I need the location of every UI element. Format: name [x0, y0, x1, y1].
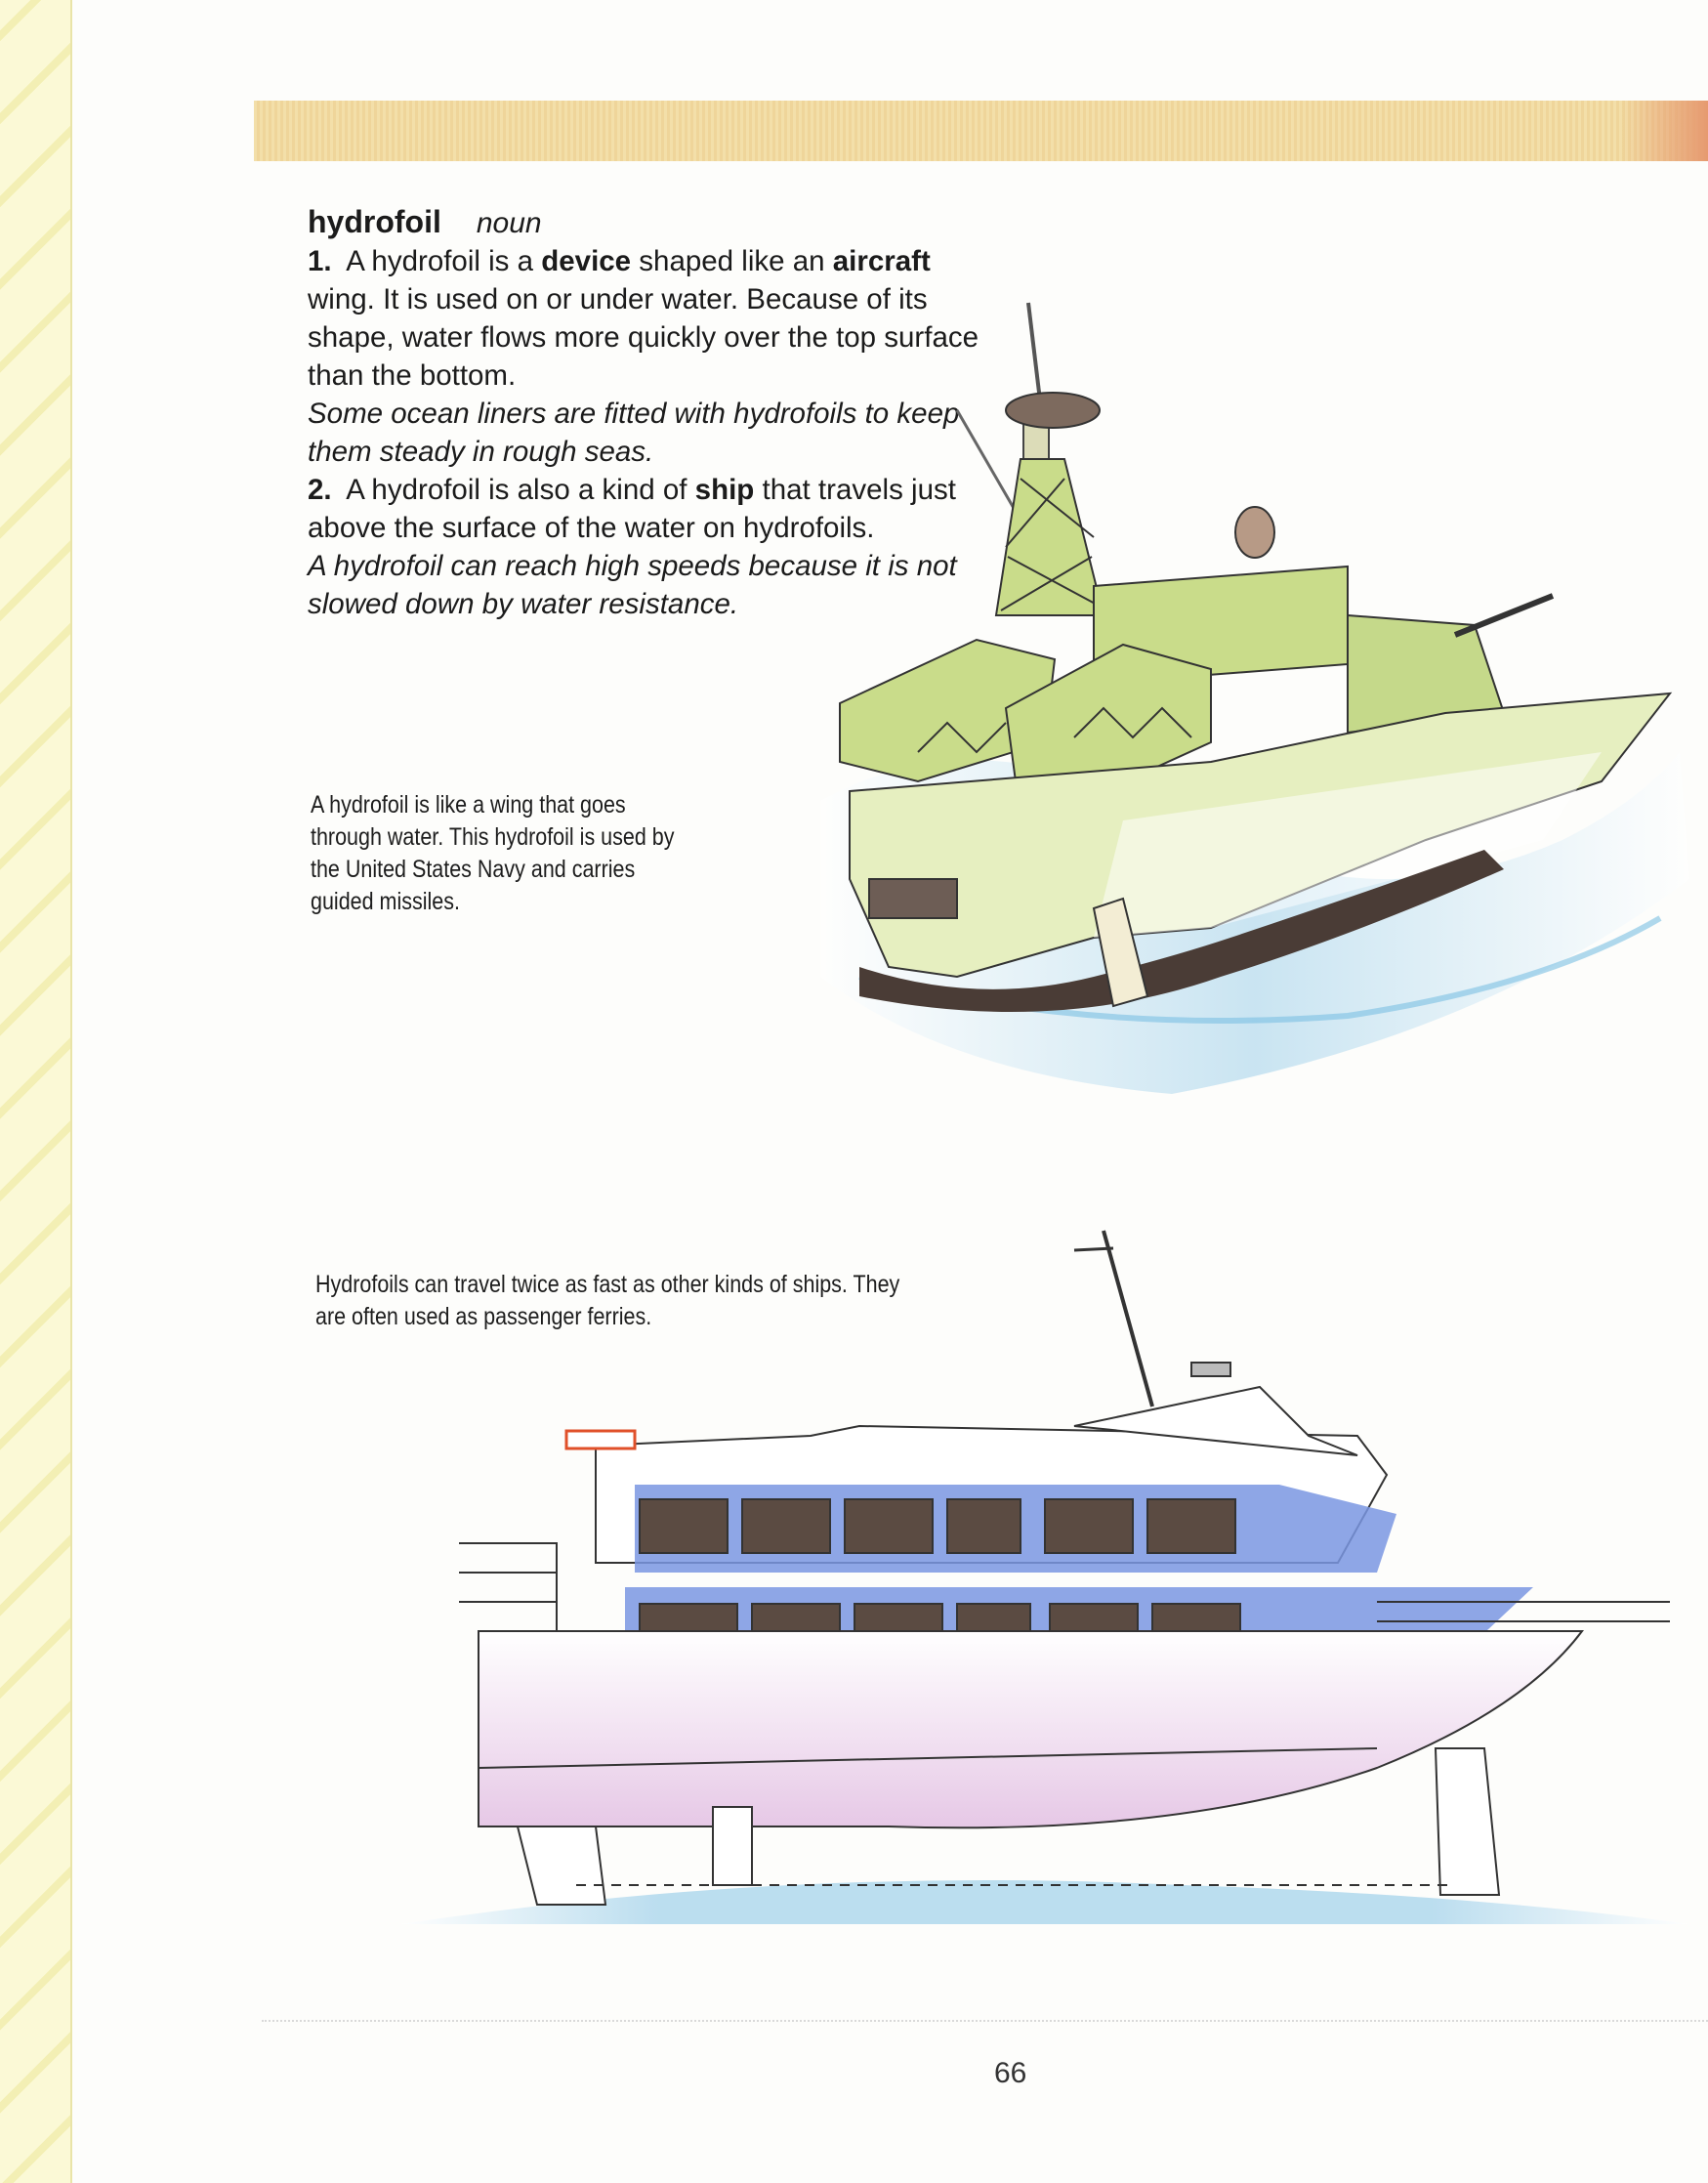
sense-2-keyword-ship: ship [694, 474, 755, 506]
part-of-speech: noun [476, 207, 542, 239]
sense-1-keyword-aircraft: aircraft [832, 245, 931, 277]
page-bottom-rule [262, 2020, 1708, 2022]
header-band [254, 101, 1708, 161]
entry-heading [308, 203, 991, 242]
page-number: 66 [994, 2057, 1027, 2089]
sense-2-number: 2. [308, 474, 332, 506]
sense-1-example: Some ocean liners are fitted with hydrofoils to keep them steady in rough seas. [308, 398, 960, 468]
headword: hydrofoil [308, 204, 441, 239]
book-spine-pattern [0, 0, 72, 2183]
sense-1-text-b: shaped like an [639, 245, 825, 277]
sense-1-text-c: wing. It is used on or under water. Because of its shape, water flows more quickly over the top surface than the bottom. [308, 283, 979, 392]
ferry-hydrofoil-caption: Hydrofoils can travel twice as fast as other kinds of ships. They are often used as passenger ferries. [315, 1271, 900, 1330]
sense-1-text-a: A hydrofoil is a [346, 245, 534, 277]
sense-1-number: 1. [308, 245, 332, 277]
sense-1-keyword-device: device [541, 245, 632, 277]
sense-2-example: A hydrofoil can reach high speeds because it is not slowed down by water resistance. [308, 550, 957, 620]
sense-2-text-a: A hydrofoil is also a kind of [346, 474, 687, 506]
navy-hydrofoil-caption: A hydrofoil is like a wing that goes through water. This hydrofoil is used by the United States Navy and carries guided missiles. [311, 791, 675, 915]
navy-hydrofoil-illustration [801, 293, 1708, 1133]
sense-2-text-b: that travels just above the surface of the water on hydrofoils. [308, 474, 956, 544]
